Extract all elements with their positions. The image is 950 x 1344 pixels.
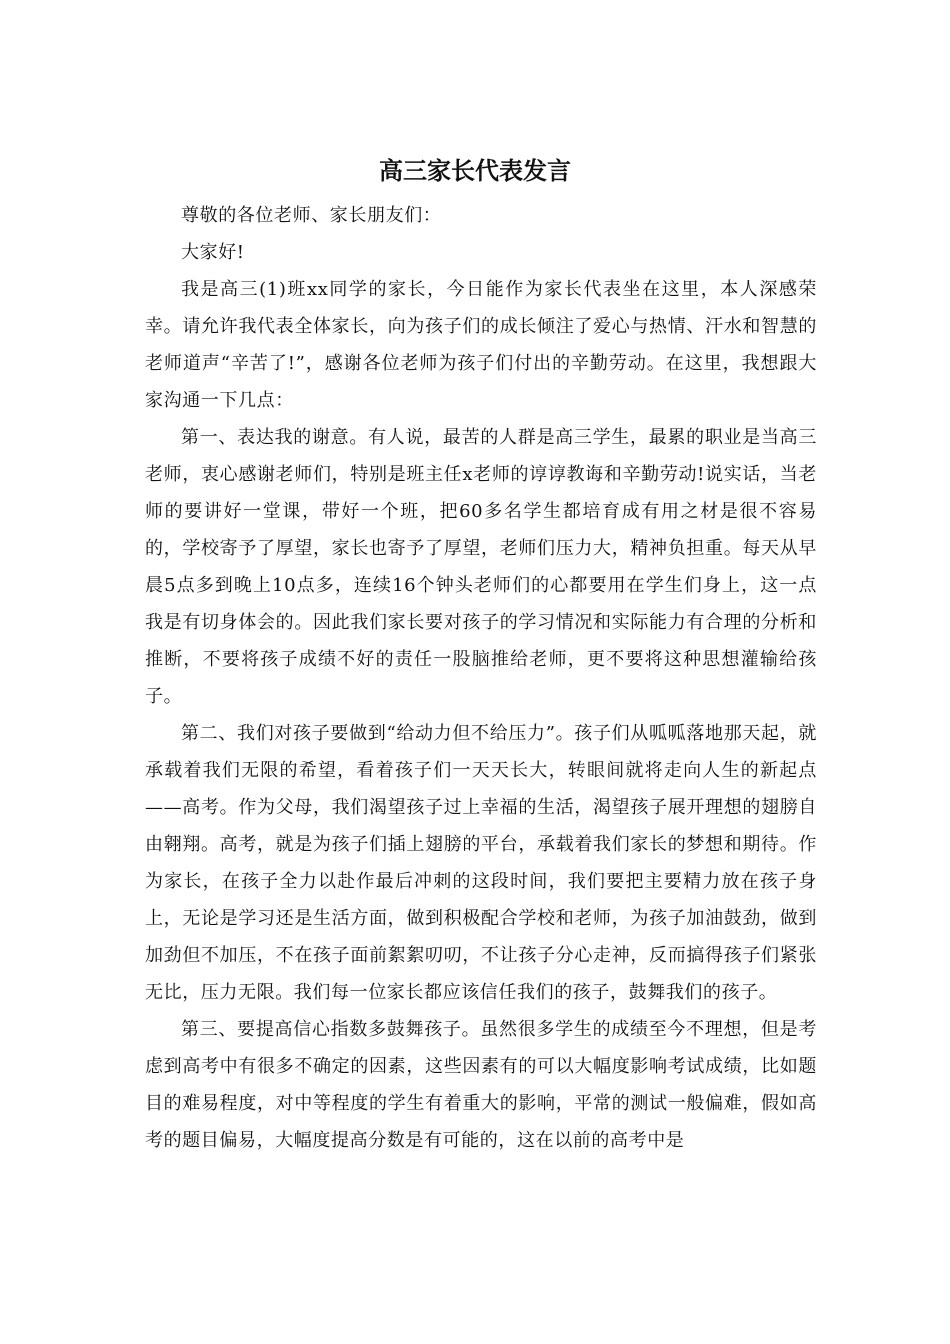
salutation: 尊敬的各位老师、家长朋友们： — [181, 205, 442, 226]
paragraph-intro: 我是高三(1)班xx同学的家长，今日能作为家长代表坐在这里，本人深感荣幸。请允许我代表全体家长，向为孩子们的成长倾注了爱心与热情、汗水和智慧的老师道声“辛苦了!”，感谢各位老师为孩子们付出的辛勤劳动。在这里，我想跟大家沟通一下几点： — [145, 279, 817, 411]
paragraph-first-point: 第一、表达我的谢意。有人说，最苦的人群是高三学生，最累的职业是当高三老师，衷心感谢老师们，特别是班主任x老师的谆谆教诲和辛勤劳动!说实话，当老师的要讲好一堂课，带好一个班，把60多名学生都培育成有用之材是很不容易的，学校寄予了厚望，家长也寄予了厚望，老师们压力大，精神负担重。每天从早晨5点多到晚上10点多，连续16个钟头老师们的心都要用在学生们身上，这一点我是有切身体会的。因此我们家长要对孩子的学习情况和实际能力有合理的分析和推断，不要将孩子成绩不好的责任一股脑推给老师，更不要将这种思想灌输给孩子。 — [145, 427, 817, 707]
paragraph-second-point: 第二、我们对孩子要做到“给动力但不给压力”。孩子们从呱呱落地那天起，就承载着我们无限的希望，看着孩子们一天天长大，转眼间就将走向人生的新起点——高考。作为父母，我们渴望孩子过上幸福的生活，渴望孩子展开理想的翅膀自由翱翔。高考，就是为孩子们插上翅膀的平台，承载着我们家长的梦想和期待。作为家长，在孩子全力以赴作最后冲刺的这段时间，我们要把主要精力放在孩子身上，无论是学习还是生活方面，做到积极配合学校和老师，为孩子加油鼓劲，做到加劲但不加压，不在孩子面前絮絮叨叨，不让孩子分心走神，反而搞得孩子们紧张无比，压力无限。我们每一位家长都应该信任我们的孩子，鼓舞我们的孩子。 — [145, 723, 817, 1003]
document-title: 高三家长代表发言 — [379, 156, 571, 185]
greeting: 大家好! — [181, 242, 245, 263]
document-body — [145, 197, 817, 1159]
paragraph-third-point: 第三、要提高信心指数多鼓舞孩子。虽然很多学生的成绩至今不理想，但是考虑到高考中有很多不确定的因素，这些因素有的可以大幅度影响考试成绩，比如题目的难易程度，对中等程度的学生有着重大的影响，平常的测试一般偏难，假如高考的题目偏易，大幅度提高分数是有可能的，这在以前的高考中是 — [145, 1019, 817, 1151]
